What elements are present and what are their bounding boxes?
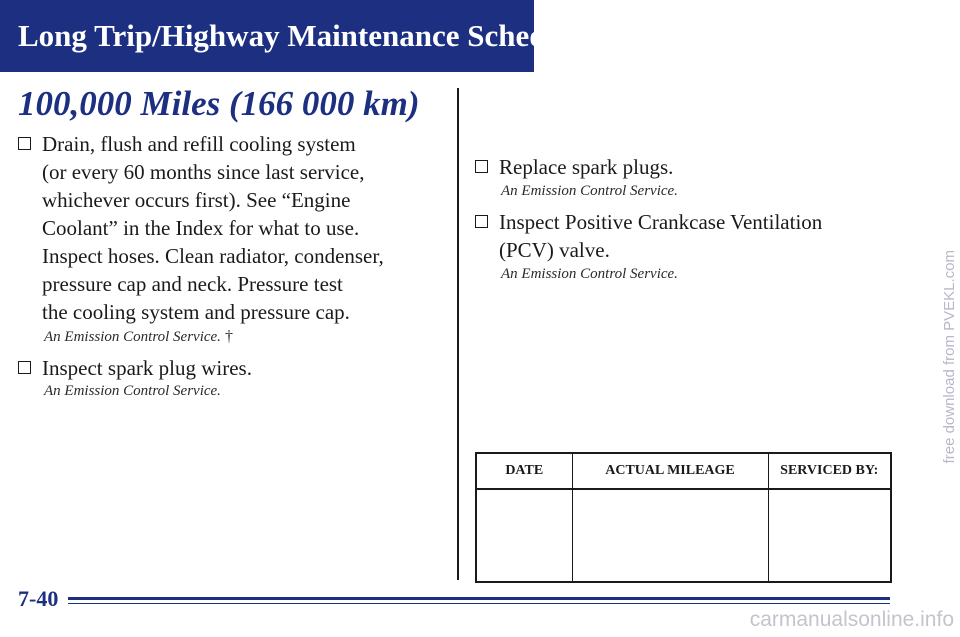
emission-note: An Emission Control Service. [44, 383, 221, 399]
column-header-actual-mileage: ACTUAL MILEAGE [572, 453, 768, 489]
item-text-line: Inspect hoses. Clean radiator, condenser, [42, 244, 384, 268]
service-record-table [475, 452, 892, 583]
checkbox-icon[interactable] [18, 137, 31, 150]
item-text-line: Coolant” in the Index for what to use. [42, 216, 360, 240]
footer-rule [68, 597, 890, 604]
watermark-side: free download from PVEKL.com [941, 250, 958, 464]
serviced-by-cell[interactable] [768, 489, 891, 582]
header-bar [0, 0, 587, 72]
dagger-icon: † [224, 328, 233, 345]
checkbox-icon[interactable] [475, 160, 488, 173]
column-header-date: DATE [476, 453, 572, 489]
date-cell[interactable] [476, 489, 572, 582]
checklist-item-spark-plug-wires [18, 354, 252, 382]
item-text-line: Inspect Positive Crankcase Ventilation [499, 210, 823, 234]
item-text-line: (or every 60 months since last service, [42, 160, 365, 184]
emission-note [44, 328, 233, 346]
column-header-serviced-by: SERVICED BY: [768, 453, 891, 489]
table-header-row [476, 453, 891, 489]
checklist-item-spark-plugs [475, 153, 673, 181]
note-text: An Emission Control Service. [44, 329, 221, 345]
item-text-line: (PCV) valve. [499, 238, 610, 262]
checklist-item-pcv-valve [475, 208, 822, 264]
item-text-line: whichever occurs first). See “Engine [42, 188, 351, 212]
emission-note: An Emission Control Service. [501, 266, 678, 282]
item-text-line: Drain, flush and refill cooling system [42, 132, 356, 156]
table-row [476, 489, 891, 582]
item-text-line: pressure cap and neck. Pressure test [42, 272, 343, 296]
item-text-line: the cooling system and pressure cap. [42, 300, 350, 324]
item-text-line: Replace spark plugs. [499, 155, 674, 179]
checkbox-icon[interactable] [18, 361, 31, 374]
page-number: 7-40 [18, 586, 59, 611]
emission-note: An Emission Control Service. [501, 183, 678, 199]
mileage-cell[interactable] [572, 489, 768, 582]
checkbox-icon[interactable] [475, 215, 488, 228]
column-divider [457, 88, 459, 580]
checklist-item-cooling-system [18, 130, 384, 326]
item-text-line: Inspect spark plug wires. [42, 356, 252, 380]
section-title: 100,000 Miles (166 000 km) [18, 84, 420, 123]
header-title: Long Trip/Highway Maintenance Schedule [18, 18, 587, 53]
watermark-bottom: carmanualsonline.info [749, 608, 954, 631]
